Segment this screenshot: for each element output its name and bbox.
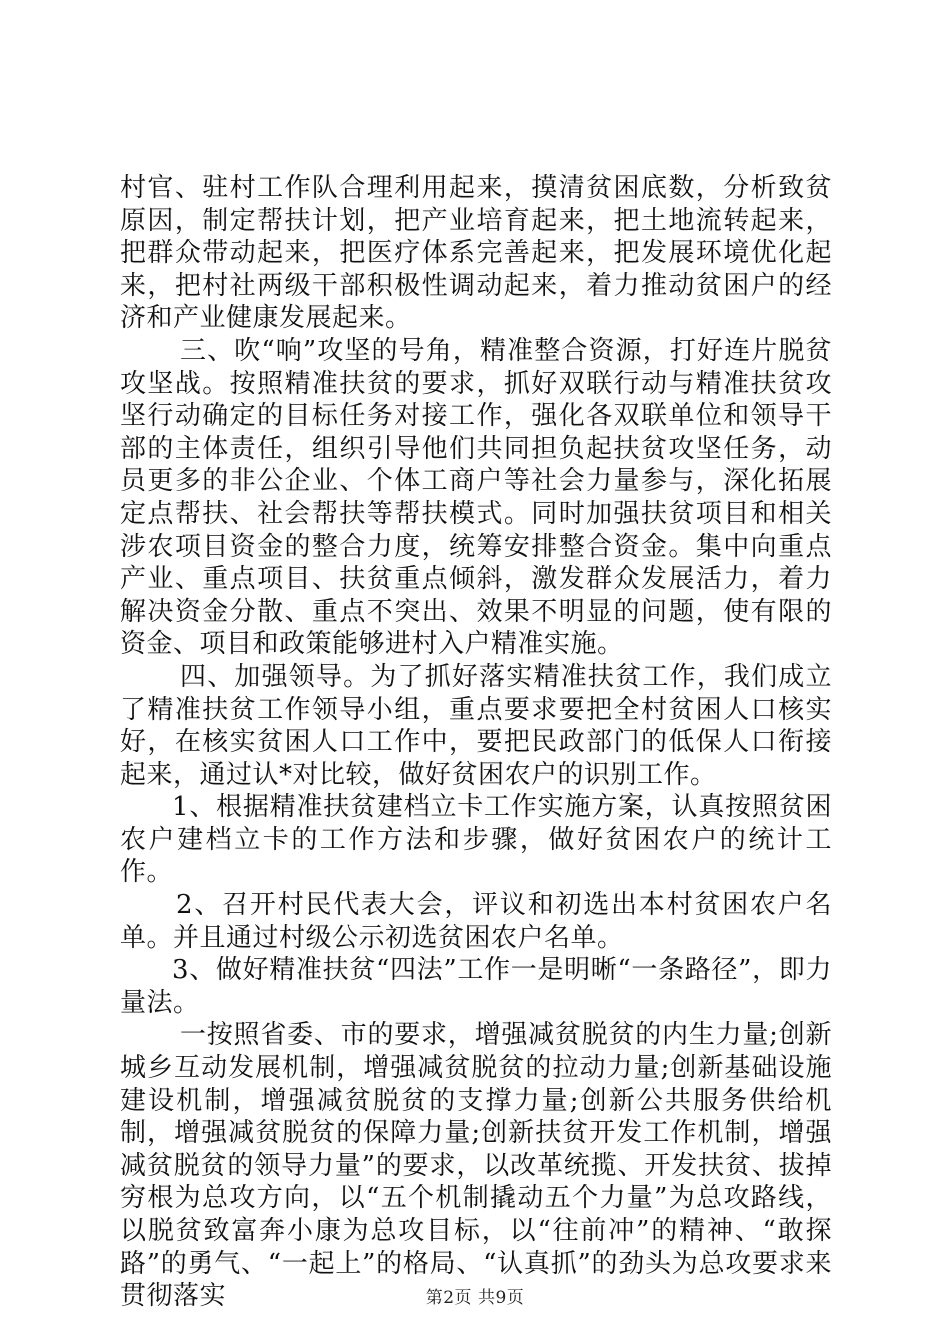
page-number-footer: 第2页 共9页	[425, 1288, 525, 1308]
paragraph-4: 1、根据精准扶贫建档立卡工作实施方案，认真按照贫困农户建档立卡的工作方法和步骤，做好贫困农户的统计工作。	[120, 792, 832, 888]
paragraph-6: 3、做好精准扶贫“四法”工作一是明晰“一条路径”，即力量法。	[120, 955, 832, 1018]
paragraph-1: 村官、驻村工作队合理利用起来，摸清贫困底数，分析致贫原因，制定帮扶计划，把产业培育起来，把土地流转起来，把群众带动起来，把医疗体系完善起来，把发展环境优化起来，把村社两级干部积极性调动起来，着力推动贫困户的经济和产业健康发展起来。	[120, 173, 832, 334]
paragraph-2: 三、吹“响”攻坚的号角，精准整合资源，打好连片脱贫攻坚战。按照精准扶贫的要求，抓好双联行动与精准扶贫攻坚行动确定的目标任务对接工作，强化各双联单位和领导干部的主体责任，组织引导他们共同担负起扶贫攻坚任务，动员更多的非公企业、个体工商户等社会力量参与，深化拓展定点帮扶、社会帮扶等帮扶模式。同时加强扶贫项目和相关涉农项目资金的整合力度，统筹安排整合资金。集中向重点产业、重点项目、扶贫重点倾斜，激发群众发展活力，着力解决资金分散、重点不突出、效果不明显的问题，使有限的资金、项目和政策能够进村入户精准实施。	[120, 335, 832, 660]
document-body	[120, 172, 832, 1313]
paragraph-5: 2、召开村民代表大会，评议和初选出本村贫困农户名单。并且通过村级公示初选贫困农户名单。	[120, 890, 832, 953]
paragraph-3: 四、加强领导。为了抓好落实精准扶贫工作，我们成立了精准扶贫工作领导小组，重点要求要把全村贫困人口核实好，在核实贫困人口工作中，要把民政部门的低保人口衔接起来，通过认*对比较，做好贫困农户的识别工作。	[120, 661, 832, 790]
paragraph-7: 一按照省委、市的要求，增强减贫脱贫的内生力量;创新城乡互动发展机制，增强减贫脱贫的拉动力量;创新基础设施建设机制，增强减贫脱贫的支撑力量;创新公共服务供给机制，增强减贫脱贫的保障力量;创新扶贫开发工作机制，增强减贫脱贫的领导力量”的要求，以改革统揽、开发扶贫、拔掉穷根为总攻方向，以“五个机制撬动五个力量”为总攻路线，以脱贫致富奔小康为总攻目标，以“往前冲”的精神、“敢探路”的勇气、“一起上”的格局、“认真抓”的劲头为总攻要求来贯彻落实	[120, 1020, 832, 1312]
